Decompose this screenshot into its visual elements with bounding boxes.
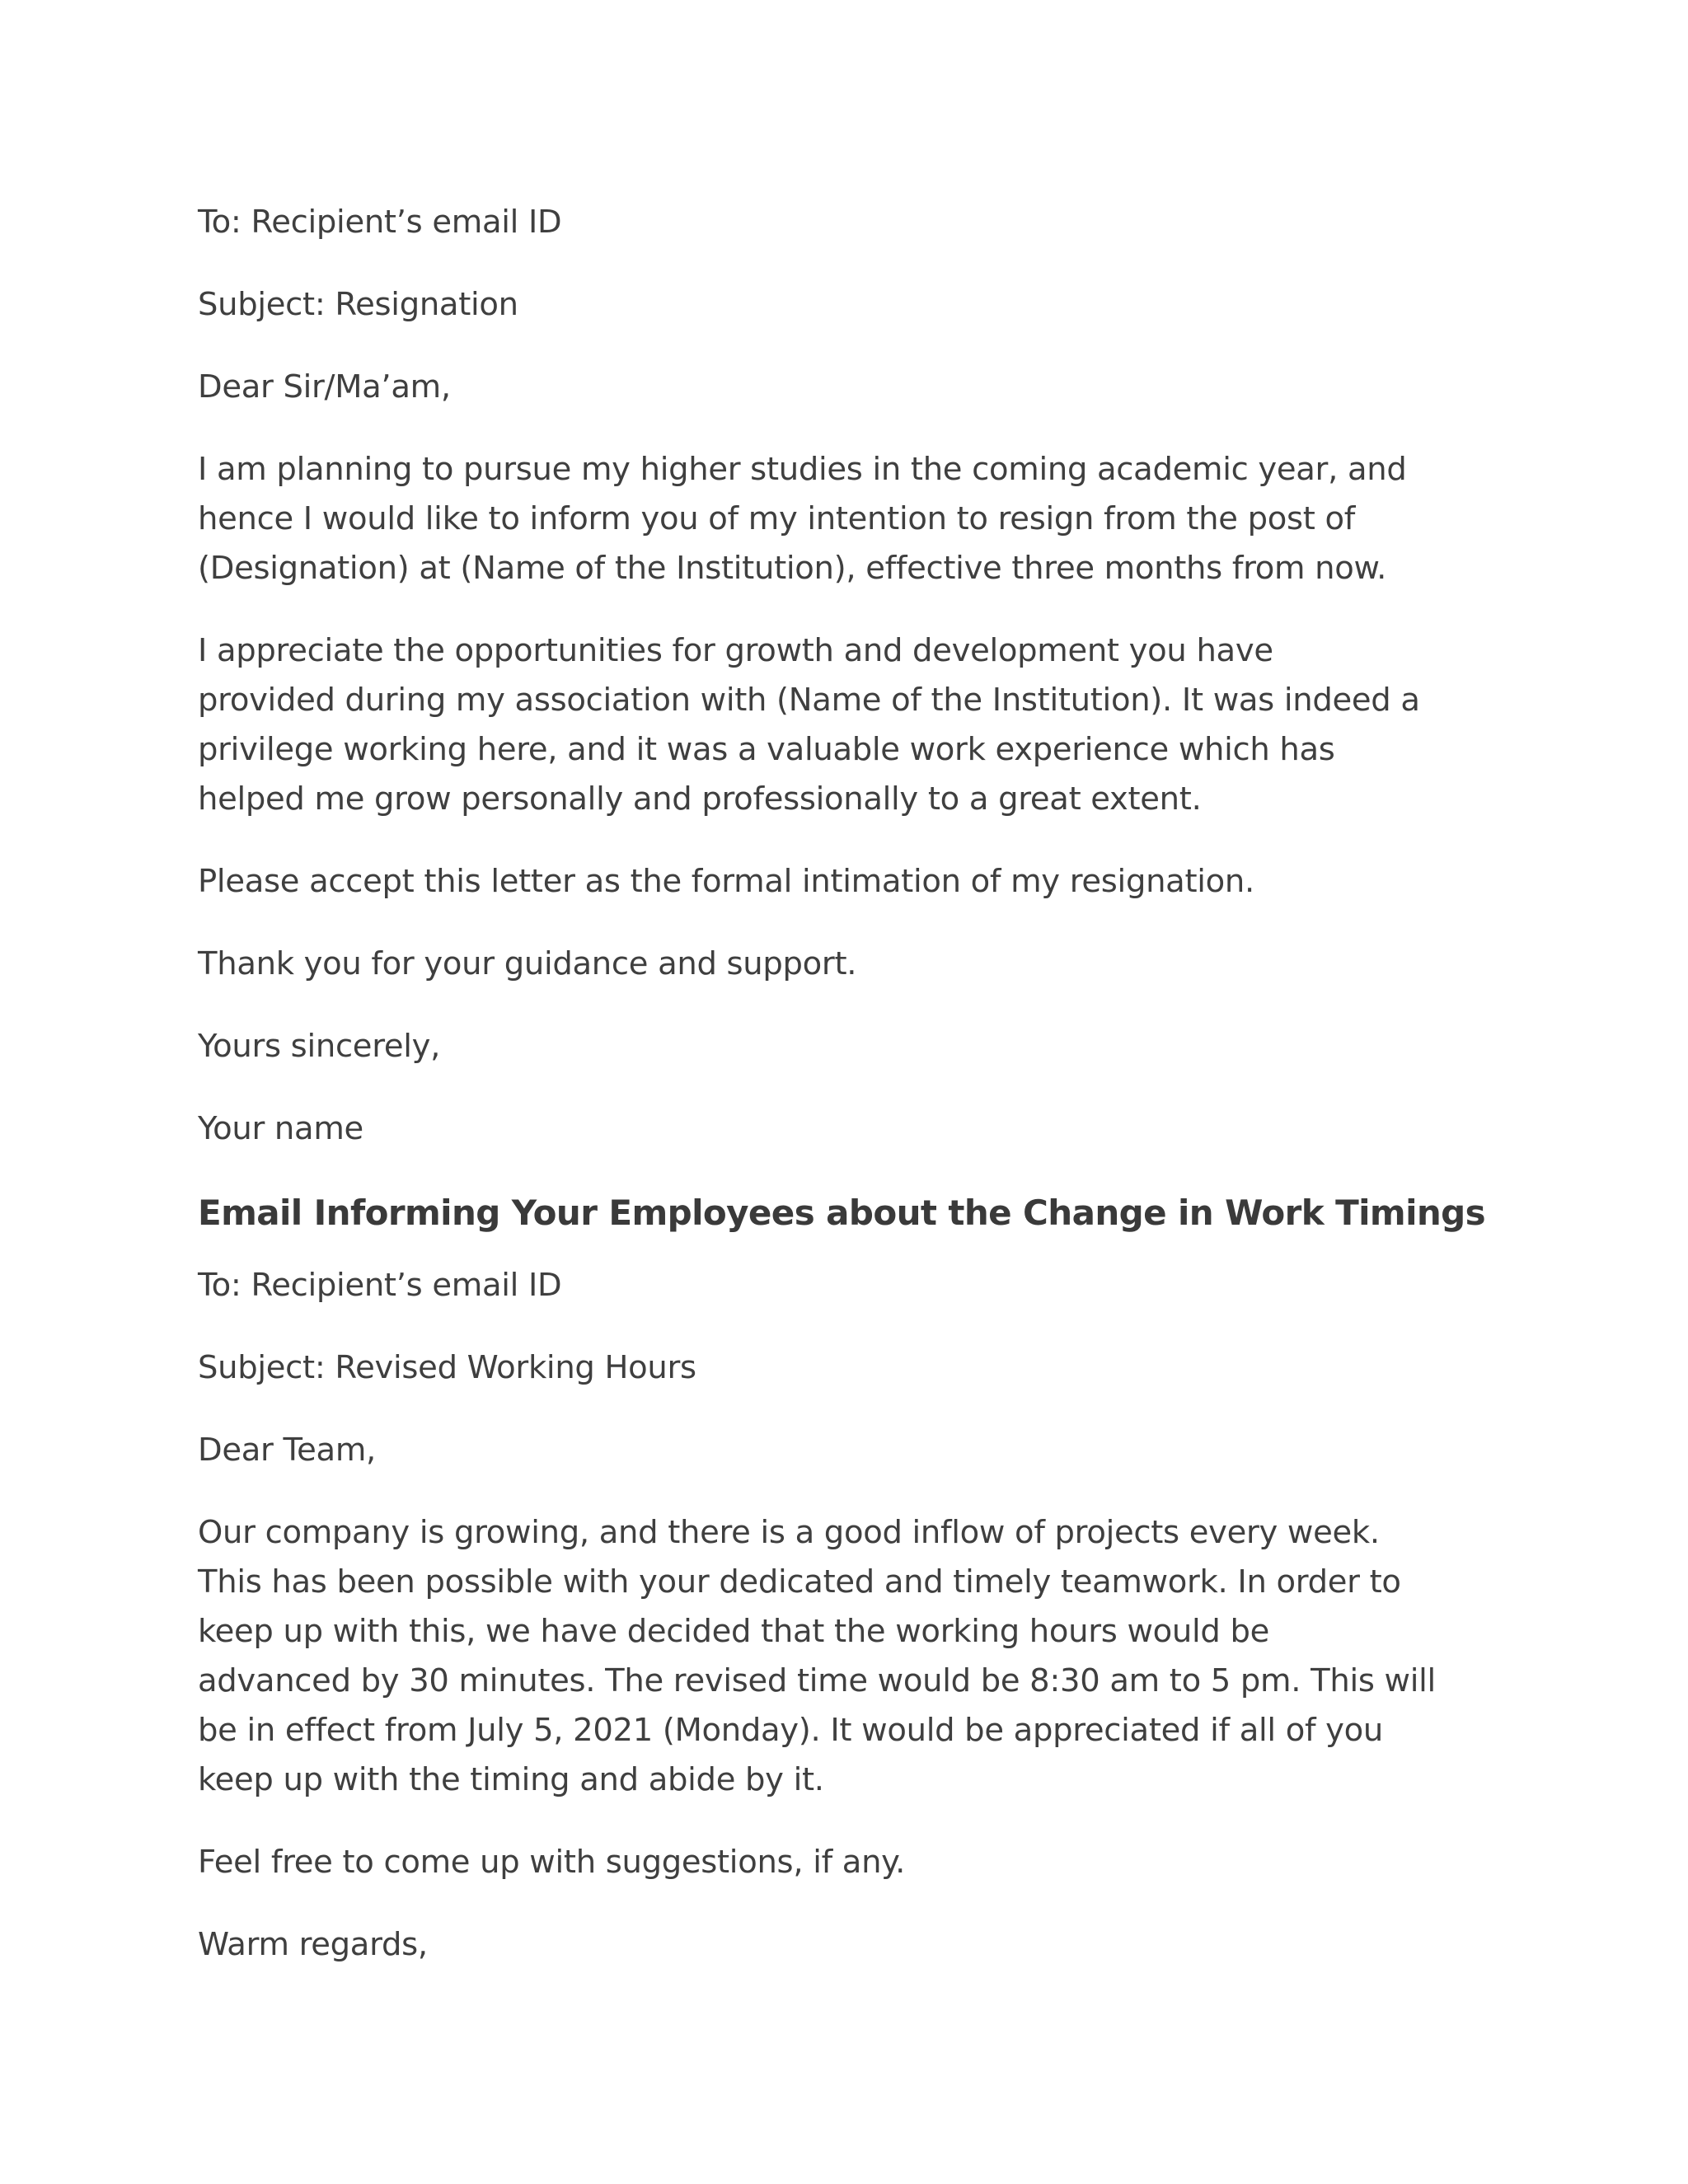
signature-text: Your name [198, 1110, 363, 1147]
email-subject-line [198, 280, 1500, 330]
email-to-line [198, 198, 1500, 247]
paragraph-line: provided during my association with (Name of the Institution). It was indeed a [198, 682, 1420, 719]
paragraph-line: privilege working here, and it was a valuable work experience which has [198, 731, 1335, 768]
salutation-text: Dear Sir/Ma’am, [198, 368, 451, 405]
body-paragraph-announcement [198, 1508, 1500, 1805]
salutation-text: Dear Team, [198, 1432, 376, 1469]
email-to-line [198, 1261, 1500, 1310]
paragraph-text: Please accept this letter as the formal intimation of my resignation. [198, 863, 1254, 900]
paragraph-text: Feel free to come up with suggestions, if any. [198, 1844, 906, 1881]
email-subject-line [198, 1343, 1500, 1393]
paragraph-line: I appreciate the opportunities for growth and development you have [198, 632, 1273, 669]
body-paragraph-suggestions [198, 1838, 1500, 1887]
paragraph-line: I am planning to pursue my higher studies in the coming academic year, and [198, 451, 1407, 488]
paragraph-line: (Designation) at (Name of the Institution), effective three months from now. [198, 550, 1387, 587]
paragraph-line: be in effect from July 5, 2021 (Monday). It would be appreciated if all of you [198, 1712, 1384, 1749]
section-heading [198, 1188, 1500, 1238]
paragraph-line: keep up with this, we have decided that the working hours would be [198, 1613, 1270, 1650]
email-salutation [198, 363, 1500, 412]
document-page [198, 0, 1500, 2184]
email-closing [198, 1022, 1500, 1071]
body-paragraph-acceptance [198, 857, 1500, 907]
closing-text: Yours sincerely, [198, 1028, 441, 1065]
subject-text: Subject: Revised Working Hours [198, 1349, 696, 1386]
section-heading-text: Email Informing Your Employees about the Change in Work Timings [198, 1193, 1486, 1233]
paragraph-line: Our company is growing, and there is a good inflow of projects every week. [198, 1514, 1380, 1551]
email-signature [198, 1104, 1500, 1154]
email-closing [198, 1920, 1500, 1970]
email-salutation [198, 1426, 1500, 1475]
paragraph-line: hence I would like to inform you of my intention to resign from the post of [198, 500, 1355, 537]
paragraph-line: This has been possible with your dedicated and timely teamwork. In order to [198, 1563, 1401, 1601]
paragraph-line: keep up with the timing and abide by it. [198, 1761, 824, 1798]
body-paragraph-intention [198, 445, 1500, 593]
paragraph-text [198, 1508, 1500, 1805]
to-text: To: Recipient’s email ID [198, 204, 562, 241]
closing-text: Warm regards, [198, 1926, 428, 1963]
subject-text: Subject: Resignation [198, 286, 518, 323]
paragraph-text: Thank you for your guidance and support. [198, 945, 857, 982]
body-paragraph-thanks [198, 940, 1500, 989]
body-paragraph-appreciation [198, 626, 1500, 824]
paragraph-line: helped me grow personally and professionally to a great extent. [198, 780, 1202, 818]
paragraph-line: advanced by 30 minutes. The revised time would be 8:30 am to 5 pm. This will [198, 1662, 1436, 1699]
paragraph-text [198, 626, 1500, 824]
to-text: To: Recipient’s email ID [198, 1267, 562, 1304]
paragraph-text [198, 445, 1500, 593]
